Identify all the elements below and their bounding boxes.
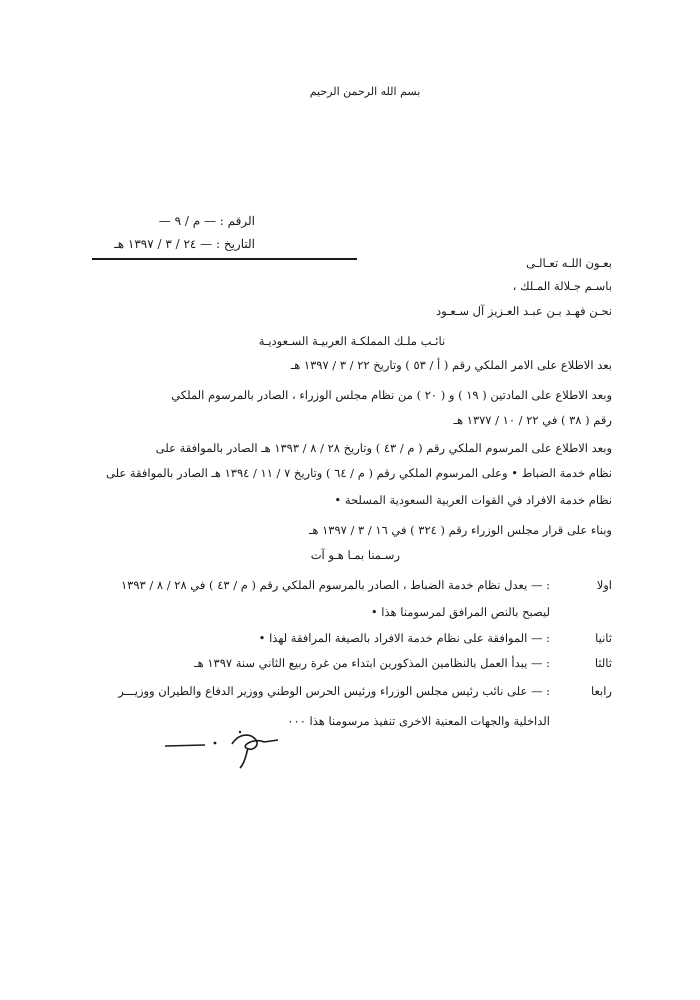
preamble-line: رقم ( ٣٨ ) في ٢٢ / ١٠ / ١٣٧٧ هـ bbox=[453, 413, 612, 427]
issuer-name: نحـن فهـد بـن عبـد العـزيز آل سـعـود bbox=[436, 304, 612, 318]
preamble-line: نظام خدمة الافراد في القوات العربية السعودية المسلحة • bbox=[334, 493, 612, 507]
reference-date: التاريخ : — ٢٤ / ٣ / ١٣٩٧ هـ bbox=[114, 237, 255, 251]
invocation: بعـون اللـه تعـالـى bbox=[526, 256, 612, 270]
preamble-line: وبعد الاطلاع على المادتين ( ١٩ ) و ( ٢٠ ) من نظام مجلس الوزراء ، الصادر بالمرسوم الملكي bbox=[171, 388, 612, 402]
decree-title: رسـمنا بمـا هـو آت bbox=[310, 548, 400, 562]
article-2 bbox=[259, 630, 612, 646]
article-4-continuation: الداخلية والجهات المعنية الاخرى تنفيذ مرسومنا هذا ٠٠٠ bbox=[287, 714, 550, 728]
article-1-continuation: ليصبح بالنص المرافق لمرسومنا هذا • bbox=[370, 605, 550, 619]
issuer-title: نائـب ملـك المملكـة العربيـة السـعوديـة bbox=[258, 334, 446, 348]
article-3 bbox=[194, 655, 612, 671]
article-label: ثانيا bbox=[595, 631, 612, 645]
basmala: بسم الله الرحمن الرحيم bbox=[309, 85, 421, 98]
article-label: ثالثا bbox=[594, 656, 612, 670]
article-text: : — على نائب رئيس مجلس الوزراء ورئيس الحرس الوطني ووزير الدفاع والطيران ووزيـــر bbox=[118, 684, 550, 698]
article-text: : — يبدأ العمل بالنظامين المذكورين ابتداء من غرة ربيع الثاني سنة ١٣٩٧ هـ bbox=[194, 656, 550, 670]
reference-number: الرقم : — م / ٩ — bbox=[158, 214, 255, 228]
preamble-line: نظام خدمة الضباط • وعلى المرسوم الملكي رقم ( م / ٦٤ ) وتاريخ ٧ / ١١ / ١٣٩٤ هـ الصادر بالموافقة على bbox=[105, 466, 612, 480]
article-text: : — يعدل نظام خدمة الضباط ، الصادر بالمرسوم الملكي رقم ( م / ٤٣ ) في ٢٨ / ٨ / ١٣٩٣ bbox=[121, 578, 550, 592]
article-1 bbox=[121, 577, 612, 593]
article-4 bbox=[118, 683, 612, 699]
king-address: باسـم جـلالة المـلك ، bbox=[512, 279, 612, 293]
preamble-line: وبناء على قرار مجلس الوزراء رقم ( ٣٢٤ ) في ١٦ / ٣ / ١٣٩٧ هـ bbox=[309, 523, 612, 537]
preamble-line: بعد الاطلاع على الامر الملكي رقم ( أ / ٥٣ ) وتاريخ ٢٢ / ٣ / ١٣٩٧ هـ bbox=[290, 358, 612, 372]
article-label: اولا bbox=[596, 578, 612, 592]
article-text: : — الموافقة على نظام خدمة الافراد بالصيغة المرافقة لهذا • bbox=[258, 631, 550, 645]
signature-mark bbox=[160, 722, 320, 772]
reference-underline bbox=[92, 258, 357, 260]
article-label: رابعا bbox=[590, 684, 612, 698]
preamble-line: وبعد الاطلاع على المرسوم الملكي رقم ( م / ٤٣ ) وتاريخ ٢٨ / ٨ / ١٣٩٣ هـ الصادر بالموافقة على bbox=[155, 441, 612, 455]
